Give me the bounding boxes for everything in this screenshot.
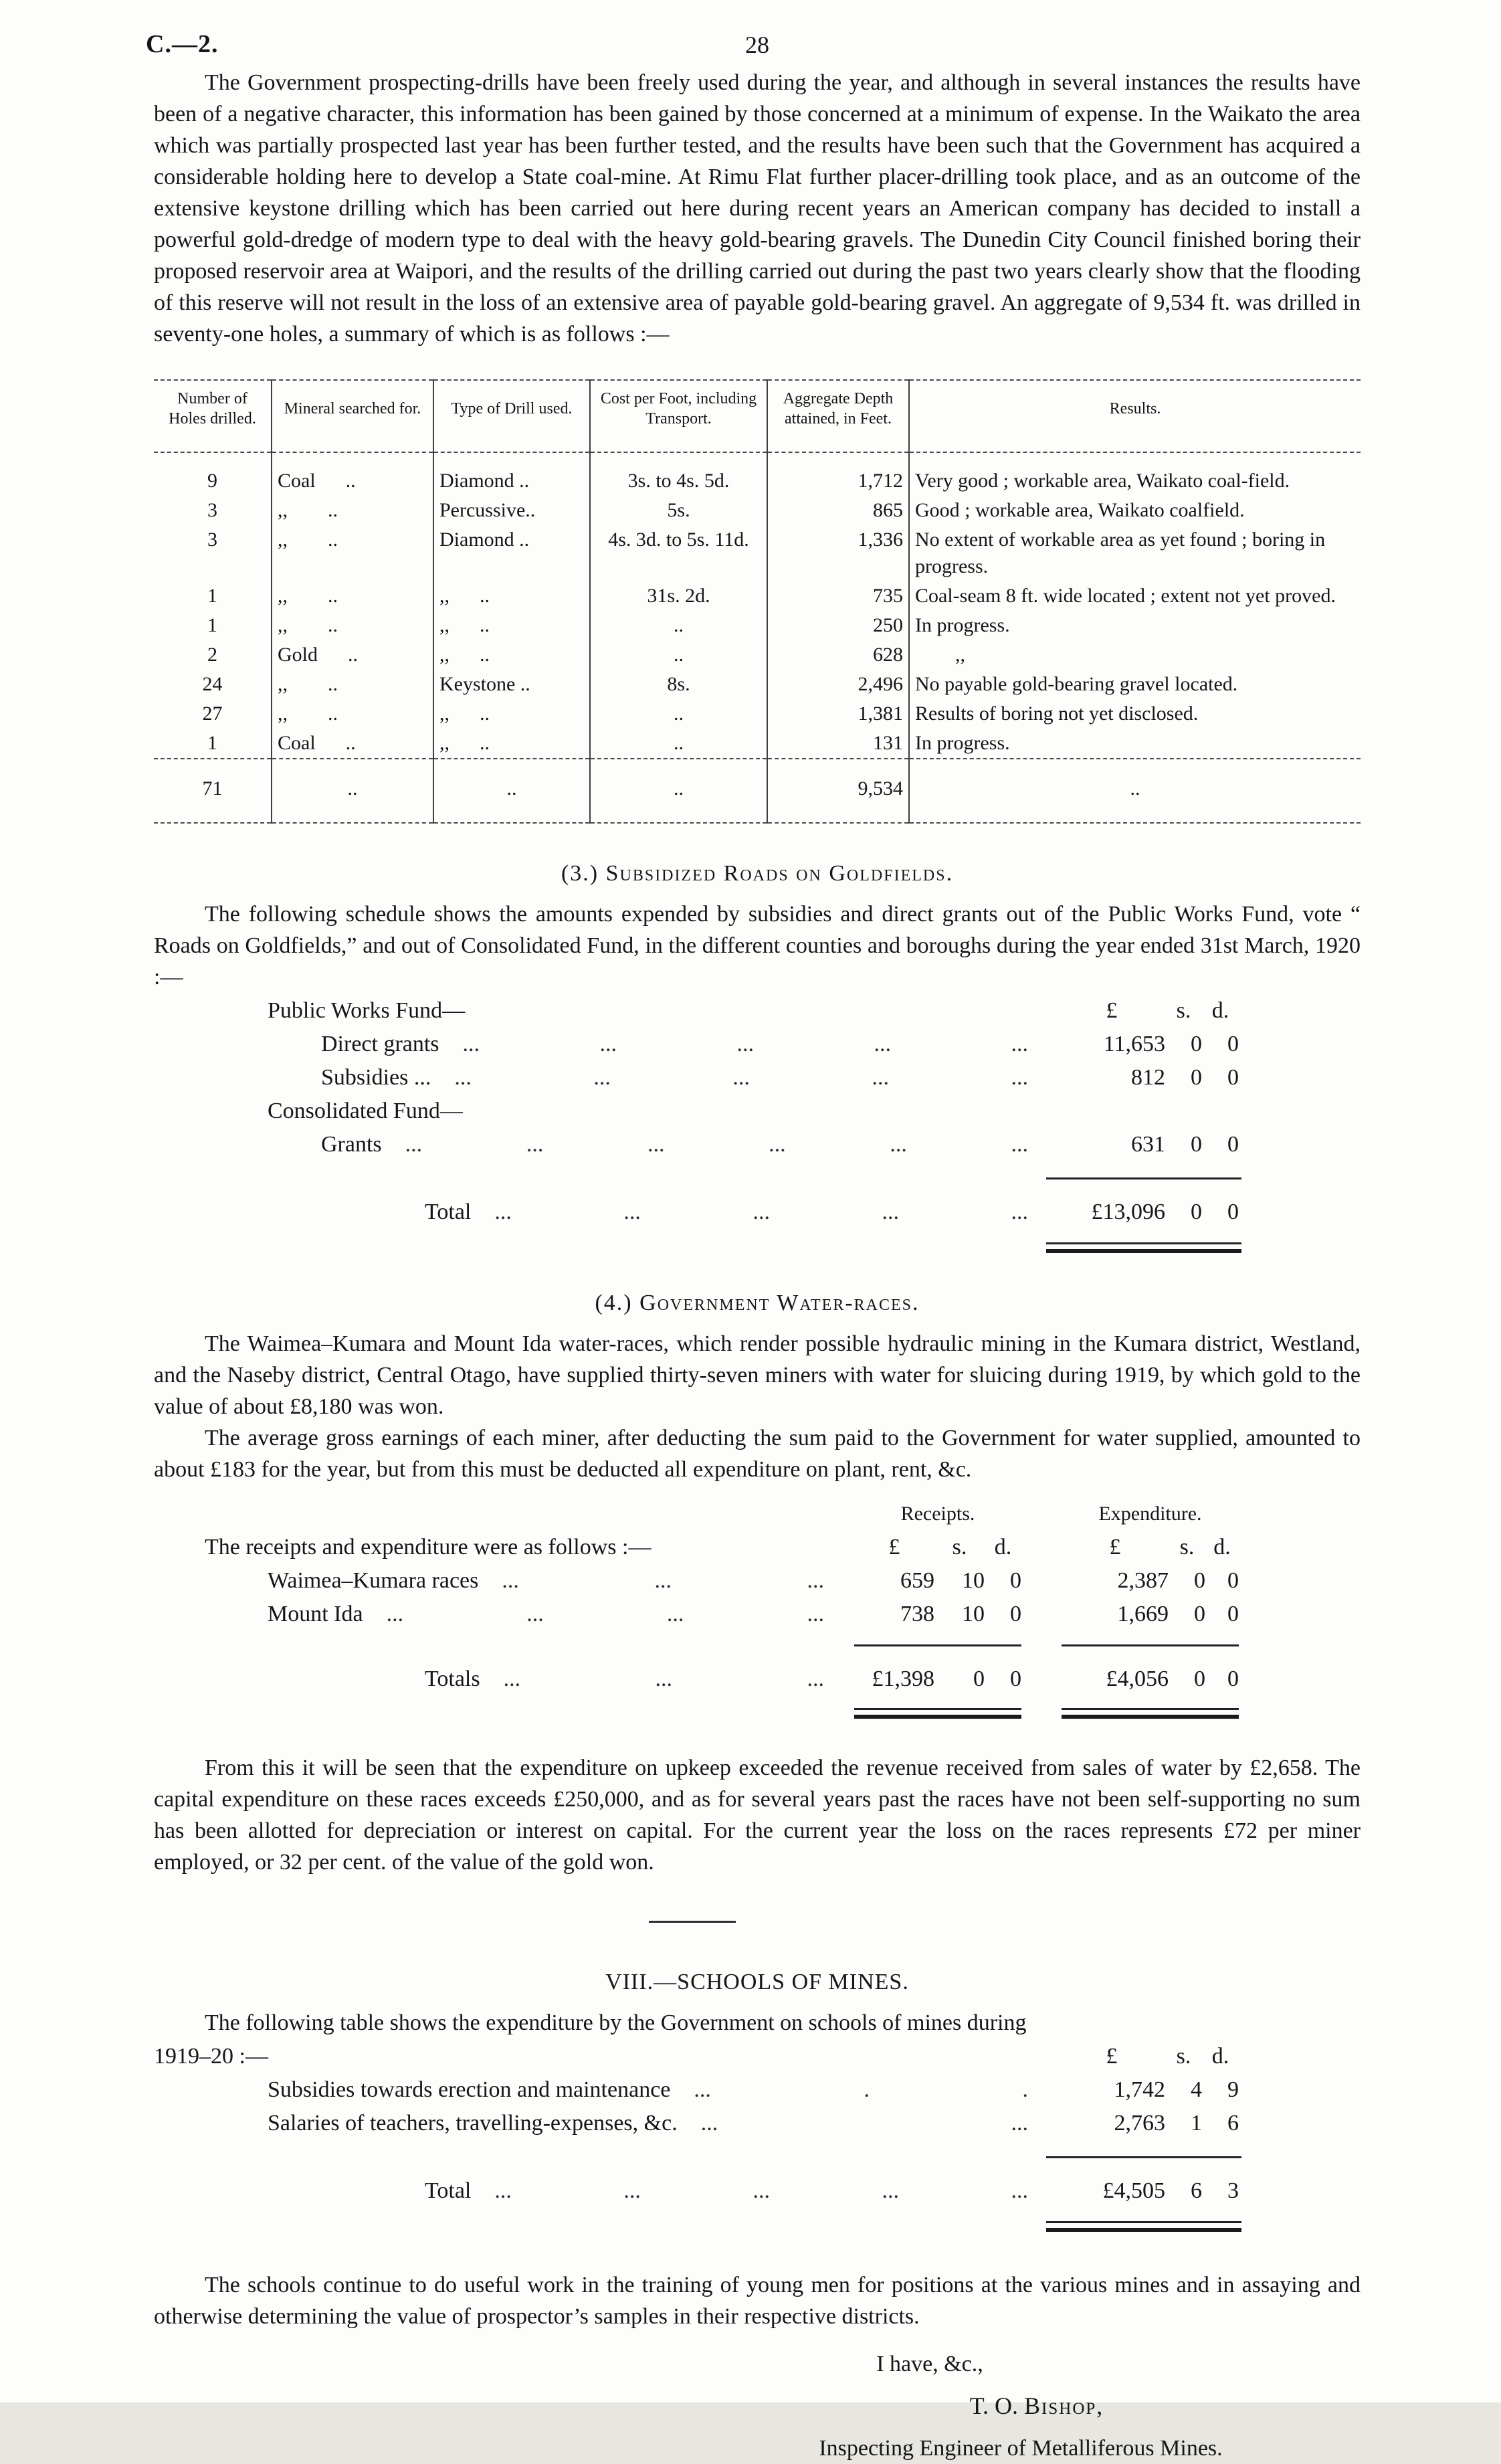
cell-total-depth: 9,534 bbox=[767, 759, 909, 823]
paragraph-schools-expenditure: The following table shows the expenditure by the Government on schools of mines during bbox=[205, 2010, 1027, 2035]
cell-depth: 735 bbox=[767, 581, 909, 611]
cell-cost: 4s. 3d. to 5s. 11d. bbox=[590, 525, 767, 581]
section-3-number: (3.) bbox=[561, 861, 606, 886]
receipts-total-pence: 0 bbox=[1010, 1667, 1021, 1691]
signature-block bbox=[154, 2348, 1361, 2464]
schools-currency-row bbox=[154, 2041, 1361, 2072]
table-row bbox=[154, 611, 1361, 640]
cell-results: In progress. bbox=[915, 614, 1010, 636]
signatory-name bbox=[154, 2390, 1361, 2422]
total-double-rule bbox=[154, 1228, 1361, 1253]
paragraph-prospecting-drills: The Government prospecting-drills have been freely used during the year, and although in several instances the results have been of a negative character, this information has been gained by those concerned at a minimum of expense. In the Waikato the area which was partially prospected last year has been further tested, and the results have been such that the Government has acquired a considerable holding here to develop a State coal-mine. At Rimu Flat further placer-drilling took place, and as an outcome of the extensive keystone drilling which has been carried out here during recent years an American company has decided to install a powerful gold-dredge of modern type to deal with the heavy gold-bearing gravels. The Dunedin City Council finished boring their proposed reservoir area at Waipori, and the results of the drilling carried out during the past two years clearly show that the flooding of this reserve will not result in the loss of an extensive area of payable gold-bearing gravel. An aggregate of 9,534 ft. was drilled in seventy-one holes, a summary of which is as follows :— bbox=[154, 70, 1361, 347]
cell-mineral: Coal .. bbox=[272, 452, 433, 496]
col-header-mineral: Mineral searched for. bbox=[272, 380, 433, 452]
table-row bbox=[154, 670, 1361, 699]
paragraph-upkeep-loss: From this it will be seen that the expenditure on upkeep exceeded the revenue received from sales of water by £2,658. The capital expenditure on these races exceeds £250,000, and as for several years past the races have not been self-supporting no sum has been allotted for depreciation or interest on capital. For the current year the loss on the races represents £72 per miner employed, or 32 per cent. of the value of the gold won. bbox=[154, 1756, 1361, 1875]
table-row bbox=[154, 699, 1361, 729]
leader-dots: ... ... ... ... bbox=[386, 1602, 824, 1626]
currency-shillings: s. bbox=[952, 1535, 967, 1559]
cell-holes: 27 bbox=[154, 699, 272, 729]
drill-summary-table bbox=[154, 379, 1361, 824]
cell-mineral: Gold .. bbox=[272, 640, 433, 670]
water-races-currency-row bbox=[154, 1532, 1361, 1563]
amount-pence: 6 bbox=[1227, 2111, 1239, 2136]
signatory-surname: Bishop, bbox=[1024, 2392, 1104, 2419]
total-pence: 3 bbox=[1227, 2178, 1239, 2203]
expenditure-shillings: 0 bbox=[1194, 1602, 1205, 1626]
receipts-pence: 0 bbox=[1010, 1568, 1021, 1593]
col-header-results: Results. bbox=[909, 380, 1361, 452]
cell-depth: 250 bbox=[767, 611, 909, 640]
cell-depth: 1,336 bbox=[767, 525, 909, 581]
expenditure-pounds: 2,387 bbox=[1117, 1568, 1169, 1593]
cell-cost: 3s. to 4s. 5d. bbox=[590, 452, 767, 496]
cell-drill: Diamond .. bbox=[433, 525, 590, 581]
page-header bbox=[146, 29, 1361, 67]
section-3-heading bbox=[154, 861, 1361, 886]
cell-drill: Diamond .. bbox=[433, 452, 590, 496]
cell-holes: 1 bbox=[154, 611, 272, 640]
cell-depth: 2,496 bbox=[767, 670, 909, 699]
goldfields-accounts bbox=[154, 996, 1361, 1253]
schools-accounts bbox=[154, 2041, 1361, 2232]
table-row bbox=[154, 581, 1361, 611]
valediction: I have, &c., bbox=[876, 2352, 983, 2376]
col-header-cost: Cost per Foot, including Transport. bbox=[590, 380, 767, 452]
cell-holes: 2 bbox=[154, 640, 272, 670]
cell-mineral: ,, .. bbox=[272, 496, 433, 525]
drill-table-head bbox=[154, 380, 1361, 452]
total-double-rule bbox=[154, 2206, 1361, 2232]
signatory-initials: T. O. bbox=[969, 2392, 1025, 2419]
amount-pence: 0 bbox=[1227, 1065, 1239, 1090]
amount-pounds: 631 bbox=[1131, 1132, 1165, 1157]
receipts-pence: 0 bbox=[1010, 1602, 1021, 1626]
amount-shillings: 0 bbox=[1191, 1132, 1202, 1157]
amount-shillings: 1 bbox=[1191, 2111, 1202, 2136]
year-range-label: 1919–20 :— bbox=[154, 2044, 268, 2069]
currency-pence: d. bbox=[1211, 2044, 1229, 2069]
cell-results: Results of boring not yet disclosed. bbox=[915, 702, 1199, 725]
cell-depth: 1,381 bbox=[767, 699, 909, 729]
account-group-heading bbox=[154, 1096, 1361, 1127]
total-label: Total bbox=[425, 2178, 472, 2203]
group-label: Public Works Fund— bbox=[268, 998, 466, 1023]
receipts-header: Receipts. bbox=[900, 1503, 975, 1525]
schools-line bbox=[154, 2108, 1361, 2139]
totals-rules bbox=[154, 1630, 1361, 1646]
water-races-accounts bbox=[154, 1499, 1361, 1719]
cell-cost: .. bbox=[590, 729, 767, 759]
cell-depth: 865 bbox=[767, 496, 909, 525]
currency-shillings: s. bbox=[1176, 2044, 1191, 2069]
section-4-title: Government Water-races. bbox=[639, 1291, 920, 1315]
total-pounds: £4,505 bbox=[1102, 2178, 1165, 2203]
cell-mineral: ,, .. bbox=[272, 581, 433, 611]
leader-dots: ... ... bbox=[700, 2111, 1028, 2136]
account-label: Grants bbox=[321, 1132, 382, 1157]
cell-results: Coal-seam 8 ft. wide located ; extent not yet proved. bbox=[915, 585, 1336, 607]
expenditure-pounds: 1,669 bbox=[1117, 1602, 1169, 1626]
total-shillings: 6 bbox=[1191, 2178, 1202, 2203]
water-race-line bbox=[154, 1566, 1361, 1596]
cell-drill: ,, .. bbox=[433, 611, 590, 640]
currency-shillings: s. bbox=[1176, 998, 1191, 1023]
cell-depth: 628 bbox=[767, 640, 909, 670]
section-8-heading: VIII.—SCHOOLS OF MINES. bbox=[605, 1970, 909, 1994]
drill-table-body bbox=[154, 452, 1361, 823]
cell-cost: .. bbox=[590, 640, 767, 670]
expenditure-total-shillings: 0 bbox=[1194, 1667, 1205, 1691]
cell-mineral: ,, .. bbox=[272, 670, 433, 699]
account-label: Direct grants bbox=[321, 1032, 439, 1056]
amount-pounds: 1,742 bbox=[1114, 2077, 1165, 2102]
table-total-row bbox=[154, 759, 1361, 823]
cell-cost: 31s. 2d. bbox=[590, 581, 767, 611]
expenditure-header: Expenditure. bbox=[1098, 1503, 1202, 1525]
cell-total-drill: .. bbox=[433, 759, 590, 823]
amount-shillings: 0 bbox=[1191, 1032, 1202, 1056]
page-number: 28 bbox=[745, 31, 769, 58]
water-race-line bbox=[154, 1599, 1361, 1630]
cell-depth: 131 bbox=[767, 729, 909, 759]
amount-pounds: 2,763 bbox=[1114, 2111, 1165, 2136]
receipts-shillings: 10 bbox=[962, 1602, 985, 1626]
table-row bbox=[154, 640, 1361, 670]
cell-holes: 1 bbox=[154, 581, 272, 611]
section-4-heading bbox=[154, 1291, 1361, 1316]
receipts-shillings: 10 bbox=[962, 1568, 985, 1593]
amount-pence: 0 bbox=[1227, 1132, 1239, 1157]
section-3-title: Subsidized Roads on Goldfields. bbox=[605, 861, 954, 886]
expenditure-shillings: 0 bbox=[1194, 1568, 1205, 1593]
col-header-drill: Type of Drill used. bbox=[433, 380, 590, 452]
total-rule bbox=[154, 2139, 1361, 2158]
currency-pence: d. bbox=[1211, 998, 1229, 1023]
paragraph-subsidized-roads: The following schedule shows the amounts expended by subsidies and direct grants out of the Public Works Fund, vote “ Roads on Goldfields,” and out of Consolidated Fund, in the different counties and boroughs during the year ended 31st March, 1920 :— bbox=[154, 902, 1361, 989]
cell-results: No payable gold-bearing gravel located. bbox=[915, 673, 1238, 695]
account-label: Subsidies ... bbox=[321, 1065, 431, 1090]
totals-double-rules bbox=[154, 1695, 1361, 1719]
cell-results: ,, bbox=[915, 644, 965, 666]
cell-holes: 24 bbox=[154, 670, 272, 699]
account-group-heading bbox=[154, 996, 1361, 1026]
expenditure-total-pence: 0 bbox=[1227, 1667, 1239, 1691]
account-line bbox=[154, 1029, 1361, 1060]
cell-holes: 1 bbox=[154, 729, 272, 759]
currency-pence: d. bbox=[994, 1535, 1012, 1559]
cell-cost: .. bbox=[590, 699, 767, 729]
cell-total-cost: .. bbox=[590, 759, 767, 823]
section-divider-rule bbox=[649, 1921, 736, 1923]
account-line bbox=[154, 1129, 1361, 1160]
cell-results: No extent of workable area as yet found ; boring in progress. bbox=[915, 529, 1326, 577]
amount-pounds: 812 bbox=[1131, 1065, 1165, 1090]
schools-line bbox=[154, 2075, 1361, 2105]
cell-mineral: ,, .. bbox=[272, 611, 433, 640]
cell-cost: .. bbox=[590, 611, 767, 640]
expenditure-pence: 0 bbox=[1227, 1568, 1239, 1593]
total-rule bbox=[154, 1160, 1361, 1179]
expenditure-total-pounds: £4,056 bbox=[1106, 1667, 1169, 1691]
currency-shillings: s. bbox=[1179, 1535, 1195, 1559]
amount-shillings: 0 bbox=[1191, 1065, 1202, 1090]
cell-mineral: Coal .. bbox=[272, 729, 433, 759]
leader-dots: ... ... ... ... ... bbox=[462, 1032, 1028, 1056]
leader-dots: ... ... ... ... ... bbox=[494, 1200, 1028, 1224]
receipts-total-shillings: 0 bbox=[973, 1667, 985, 1691]
cell-drill: ,, .. bbox=[433, 699, 590, 729]
cell-results: Good ; workable area, Waikato coalfield. bbox=[915, 499, 1245, 521]
cell-mineral: ,, .. bbox=[272, 699, 433, 729]
leader-dots: ... ... ... bbox=[502, 1568, 824, 1593]
currency-pounds: £ bbox=[888, 1535, 900, 1559]
cell-total-holes: 71 bbox=[154, 759, 272, 823]
cell-drill: Percussive.. bbox=[433, 496, 590, 525]
total-pounds: £13,096 bbox=[1091, 1200, 1165, 1224]
expense-label: Salaries of teachers, travelling-expenses, &c. bbox=[268, 2111, 678, 2136]
race-label: Mount Ida bbox=[268, 1602, 363, 1626]
cell-holes: 3 bbox=[154, 525, 272, 581]
cell-results: In progress. bbox=[915, 732, 1010, 754]
leader-dots: ... ... ... ... ... bbox=[454, 1065, 1028, 1090]
group-label: Consolidated Fund— bbox=[268, 1099, 463, 1123]
receipts-pounds: 659 bbox=[900, 1568, 934, 1593]
paragraph-miner-earnings: The average gross earnings of each miner, after deducting the sum paid to the Government for water supplied, amounted to about £183 for the year, but from this must be deducted all expenditure on plant, rent, &c. bbox=[154, 1426, 1361, 1482]
section-4-number: (4.) bbox=[595, 1291, 640, 1315]
col-header-holes: Number of Holes drilled. bbox=[154, 380, 272, 452]
cell-drill: ,, .. bbox=[433, 729, 590, 759]
account-total-line bbox=[154, 1197, 1361, 1228]
water-races-totals bbox=[154, 1664, 1361, 1695]
table-row bbox=[154, 729, 1361, 759]
table-row bbox=[154, 525, 1361, 581]
table-row bbox=[154, 496, 1361, 525]
leader-dots: ... . . bbox=[694, 2077, 1028, 2102]
total-shillings: 0 bbox=[1191, 1200, 1202, 1224]
leader-dots: ... ... ... bbox=[503, 1667, 824, 1691]
receipts-total-pounds: £1,398 bbox=[872, 1667, 934, 1691]
amount-pence: 9 bbox=[1227, 2077, 1239, 2102]
cell-mineral: ,, .. bbox=[272, 525, 433, 581]
document-reference: C.—2. bbox=[146, 30, 219, 58]
cell-cost: 5s. bbox=[590, 496, 767, 525]
cell-total-results: .. bbox=[909, 759, 1361, 823]
drill-table-header-row bbox=[154, 380, 1361, 452]
expenditure-pence: 0 bbox=[1227, 1602, 1239, 1626]
paragraph-water-races: The Waimea–Kumara and Mount Ida water-races, which render possible hydraulic mining in the Kumara district, Westland, and the Naseby district, Central Otago, have supplied thirty-seven miners with water for sluicing during 1919, by which gold to the value of about £8,180 was won. bbox=[154, 1331, 1361, 1419]
currency-pounds: £ bbox=[1109, 1535, 1121, 1559]
account-line bbox=[154, 1062, 1361, 1093]
cell-holes: 9 bbox=[154, 452, 272, 496]
table-row bbox=[154, 452, 1361, 496]
expense-label: Subsidies towards erection and maintenance bbox=[268, 2077, 671, 2102]
total-label: Total bbox=[425, 1200, 472, 1224]
cell-holes: 3 bbox=[154, 496, 272, 525]
cell-results: Very good ; workable area, Waikato coal-field. bbox=[915, 470, 1290, 492]
amount-pence: 0 bbox=[1227, 1032, 1239, 1056]
leader-dots: ... ... ... ... ... ... bbox=[405, 1132, 1028, 1157]
amount-shillings: 4 bbox=[1191, 2077, 1202, 2102]
schools-total-line bbox=[154, 2176, 1361, 2206]
col-header-depth: Aggregate Depth attained, in Feet. bbox=[767, 380, 909, 452]
paragraph-schools-usefulness: The schools continue to do useful work in the training of young men for positions at the various mines and in assaying and otherwise determining the value of prospector’s samples in their respective districts. bbox=[154, 2273, 1361, 2329]
currency-pounds: £ bbox=[1106, 998, 1118, 1023]
cell-drill: ,, .. bbox=[433, 640, 590, 670]
amount-pounds: 11,653 bbox=[1103, 1032, 1165, 1056]
currency-pence: d. bbox=[1213, 1535, 1231, 1559]
race-label: Waimea–Kumara races bbox=[268, 1568, 479, 1593]
receipts-pounds: 738 bbox=[900, 1602, 934, 1626]
leader-dots: ... ... ... ... ... bbox=[494, 2178, 1028, 2203]
cell-total-mineral: .. bbox=[272, 759, 433, 823]
cell-depth: 1,712 bbox=[767, 452, 909, 496]
total-pence: 0 bbox=[1227, 1200, 1239, 1224]
signatory-title: Inspecting Engineer of Metalliferous Mines. bbox=[819, 2436, 1223, 2461]
totals-label: Totals bbox=[425, 1667, 480, 1691]
currency-pounds: £ bbox=[1106, 2044, 1118, 2069]
cell-drill: Keystone .. bbox=[433, 670, 590, 699]
cell-cost: 8s. bbox=[590, 670, 767, 699]
receipts-expenditure-headers bbox=[154, 1499, 1361, 1529]
receipts-intro: The receipts and expenditure were as follows :— bbox=[205, 1535, 652, 1559]
cell-drill: ,, .. bbox=[433, 581, 590, 611]
